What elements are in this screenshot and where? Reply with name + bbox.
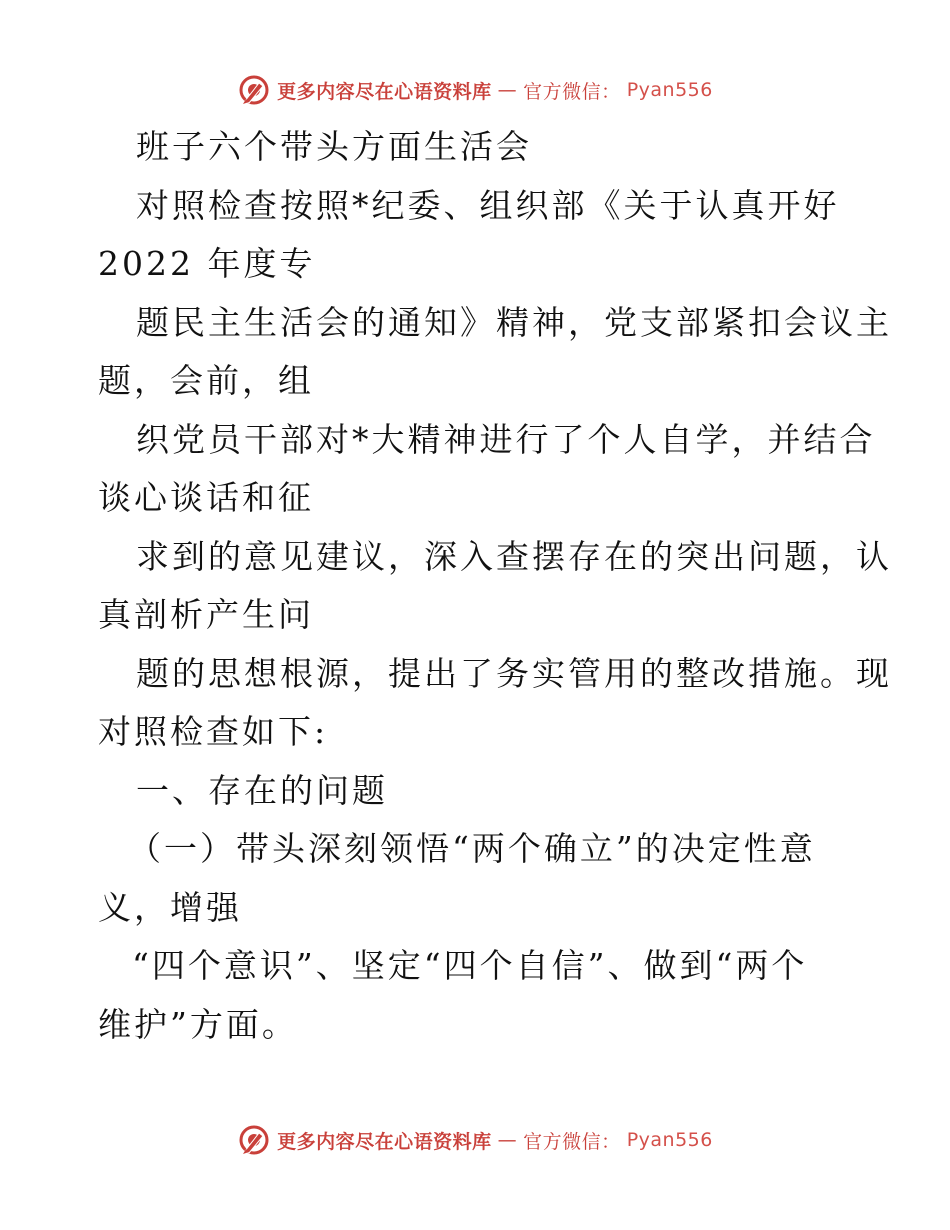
pen-logo-icon <box>237 73 271 107</box>
paragraph-line: 对照检查按照*纪委、组织部《关于认真开好 <box>136 185 840 225</box>
watermark-wechat-label: 官方微信： <box>523 80 621 103</box>
paragraph-line: 题的思想根源，提出了务实管用的整改措施。现 <box>136 653 892 693</box>
subsection-heading: （一）带头深刻领悟“两个确立”的决定性意 <box>128 829 816 868</box>
paragraph-line: 题，会前，组 <box>98 361 314 400</box>
watermark-wechat-id: Pyan556 <box>626 79 713 101</box>
paragraph-line: 谈心谈话和征 <box>98 478 314 517</box>
paragraph-line: 对照检查如下: <box>98 712 329 751</box>
paragraph-line: 真剖析产生问 <box>98 595 314 634</box>
watermark-footer <box>0 1120 950 1160</box>
document-title-line: 班子六个带头方面生活会 <box>136 127 532 166</box>
paragraph-line: 求到的意见建议，深入查摆存在的突出问题，认 <box>136 536 892 576</box>
paragraph-line: 题民主生活会的通知》精神，党支部紧扣会议主 <box>136 302 892 342</box>
paragraph-line: “四个意识”、坚定“四个自信”、做到“两个 <box>132 946 808 985</box>
watermark-main-text: 更多内容尽在心语资料库 <box>277 80 492 103</box>
watermark-main-text: 更多内容尽在心语资料库 <box>277 1130 492 1153</box>
section-heading: 一、存在的问题 <box>136 770 388 810</box>
watermark-wechat-label: 官方微信： <box>523 1130 621 1153</box>
watermark-separator: — <box>497 79 518 101</box>
paragraph-line: 义，增强 <box>98 887 242 927</box>
watermark-separator: — <box>497 1129 518 1151</box>
document-body <box>98 118 892 1054</box>
watermark-wechat-id: Pyan556 <box>626 1129 713 1151</box>
paragraph-line: 织党员干部对*大精神进行了个人自学，并结合 <box>136 419 876 459</box>
paragraph-line: 维护”方面。 <box>98 1004 298 1044</box>
watermark-header <box>0 70 950 110</box>
paragraph-line: 2022 年度专 <box>98 244 316 283</box>
pen-logo-icon <box>237 1123 271 1157</box>
